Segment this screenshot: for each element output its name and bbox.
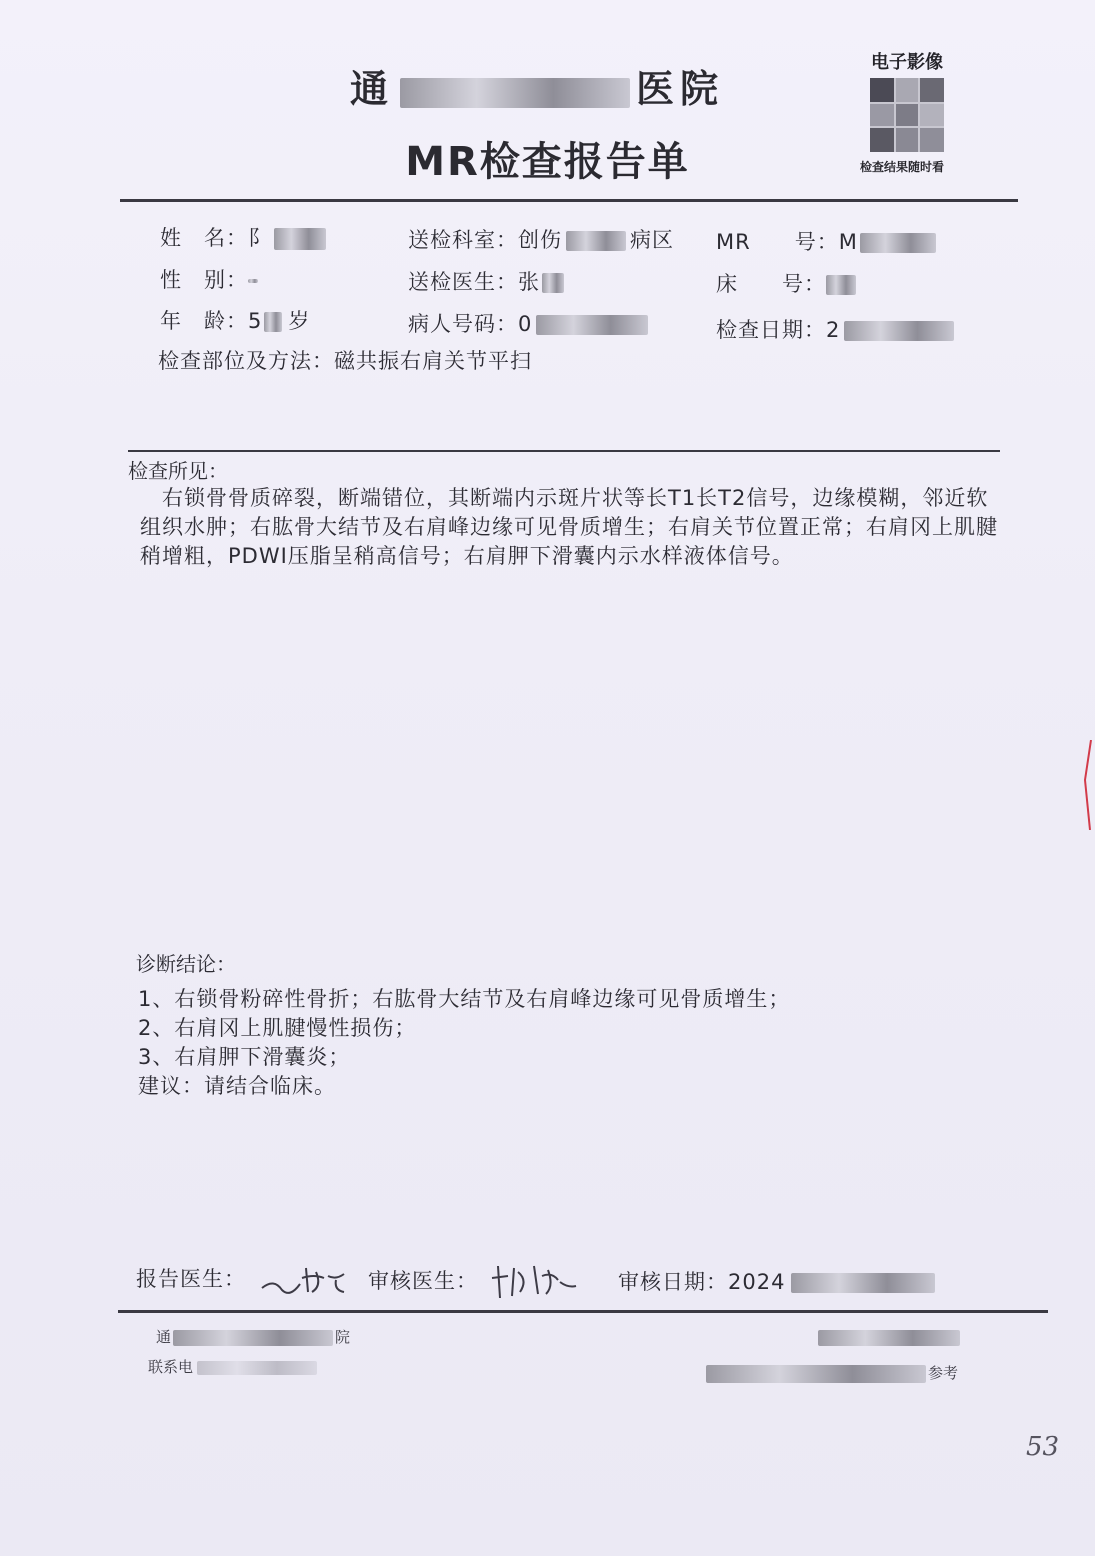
patient-name-value: 阝 [248,226,270,250]
findings-label: 检查所见： [128,459,228,483]
review-date-value: 2024 [728,1270,786,1294]
report-title: MR检查报告单 [405,139,690,185]
conclusion-label: 诊断结论： [136,952,236,976]
handwritten-page-number: 53 [1026,1432,1060,1462]
mr-number-row: MR 号：M [716,226,936,256]
footer-right-line1 [818,1328,960,1346]
conclusion-item-1: 1、右锁骨粉碎性骨折；右肱骨大结节及右肩峰边缘可见骨质增生； [138,987,791,1011]
patient-number-value: 0 [518,312,533,336]
redacted-review-date [791,1273,935,1293]
report-doctor-row: 报告医生： [136,1262,352,1298]
patient-name-row: 姓 名：阝 [160,222,326,252]
doctor-value: 张 [518,270,540,294]
review-date-row: 审核日期：2024 [618,1266,935,1296]
redacted-patient-age [264,312,282,332]
dept-row: 送检科室：创伤 病区 [408,228,674,252]
findings-text: 右锁骨骨质碎裂，断端错位，其断端内示斑片状等长T1长T2信号，边缘模糊，邻近软组织水肿；右肱骨大结节及右肩峰边缘可见骨质增生；右肩关节位置正常；右肩冈上肌腱稍增粗，PDWI压脂呈稍高信号；右肩胛下滑囊内示水样液体信号。 [140,486,998,568]
dept-value: 创伤 [518,228,562,252]
redacted-doctor [542,273,564,293]
patient-age-row: 年 龄：5 岁 [160,309,311,333]
redacted-patient-name [274,228,326,250]
redacted-patient-number [536,315,648,335]
redacted-footer-phone [197,1361,317,1375]
findings-divider [128,450,1000,452]
patient-sex-row: 性 别： [160,264,258,294]
review-doctor-row: 审核医生： [368,1262,584,1302]
footer-hospital: 通 院 [156,1328,351,1346]
exam-method-value: 磁共振右肩关节平扫 [334,349,532,373]
report-doctor-signature [256,1262,352,1298]
redacted-bed-number [826,275,856,295]
exam-method-row: 检查部位及方法：磁共振右肩关节平扫 [158,349,532,373]
advice-text: 建议：请结合临床。 [138,1074,336,1098]
header-divider [120,199,1018,202]
patient-number-row: 病人号码：0 [408,308,648,338]
footer-divider [118,1310,1048,1313]
redacted-exam-date [844,321,954,341]
qr-label-top: 电子影像 [871,52,943,73]
redacted-footer-right-1 [818,1330,960,1346]
exam-date-value: 2 [826,318,841,342]
footer-disclaimer: 参考 [706,1362,958,1383]
redacted-mr-number [860,233,936,253]
conclusion-item-3: 3、右肩胛下滑囊炎； [138,1045,351,1069]
redacted-hospital-name [400,78,630,108]
review-doctor-signature [488,1262,584,1302]
redacted-footer-hospital [173,1330,333,1346]
exam-date-row: 检查日期：2 [716,314,954,344]
red-edge-mark [1084,740,1092,830]
doctor-row: 送检医生：张 [408,266,564,296]
conclusion-item-2: 2、右肩冈上肌腱慢性损伤； [138,1016,417,1040]
qr-label-bottom: 检查结果随时看 [859,160,944,174]
footer-contact: 联系电 [148,1356,317,1377]
redacted-dept [566,231,626,251]
hospital-name: 通 医院 [350,66,725,111]
mr-number-value: M [838,230,858,254]
patient-age-value: 5 [248,309,263,333]
bed-number-row: 床 号： [716,268,856,298]
redacted-footer-disclaimer [706,1365,926,1383]
redacted-patient-sex [248,279,258,283]
